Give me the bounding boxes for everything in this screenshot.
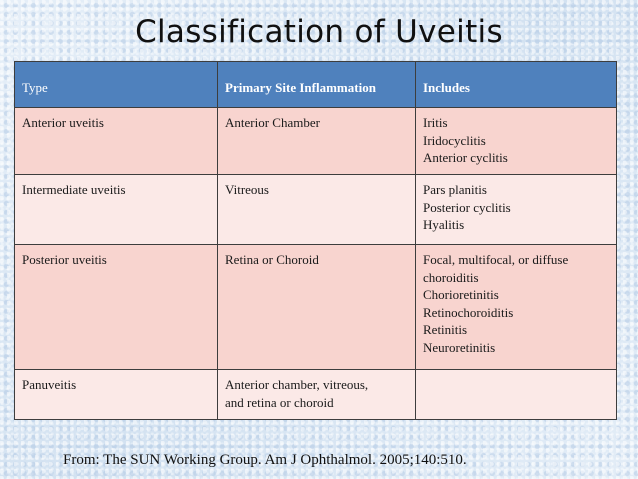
includes-line: choroiditis (423, 269, 479, 285)
cell-includes (416, 370, 617, 420)
table-row (15, 245, 617, 370)
includes-line: Pars planitis (423, 182, 487, 197)
site-line: Anterior chamber, vitreous, (225, 377, 369, 392)
header-primary-site: Primary Site Inflammation (218, 62, 416, 108)
site-line: and retina or choroid (225, 394, 334, 410)
includes-line: Chorioretinitis (423, 287, 499, 302)
cell-includes (416, 245, 617, 370)
includes-line: Retinochoroiditis (423, 304, 514, 320)
site-line: Anterior Chamber (225, 115, 320, 130)
includes-line: Iridocyclitis (423, 132, 486, 148)
includes-line: Focal, multifocal, or diffuse (423, 252, 569, 267)
cell-includes (416, 108, 617, 175)
slide-title: Classification of Uveitis (135, 14, 503, 50)
site-line: Vitreous (225, 182, 269, 197)
table-row (15, 370, 617, 420)
cell-type: Intermediate uveitis (15, 175, 218, 245)
cell-type: Anterior uveitis (15, 108, 218, 175)
includes-line: Posterior cyclitis (423, 199, 511, 215)
cell-site (218, 175, 416, 245)
uveitis-classification-table (14, 61, 617, 420)
includes-line: Hyalitis (423, 217, 465, 232)
table-header-row (15, 62, 617, 108)
cell-type: Panuveitis (15, 370, 218, 420)
table-row (15, 108, 617, 175)
header-includes: Includes (416, 62, 617, 108)
cell-site (218, 370, 416, 420)
cell-type: Posterior uveitis (15, 245, 218, 370)
cell-includes (416, 175, 617, 245)
cell-site (218, 245, 416, 370)
includes-line: Iritis (423, 115, 448, 130)
site-line: Retina or Choroid (225, 252, 319, 267)
header-type: Type (15, 62, 218, 108)
includes-line: Anterior cyclitis (423, 150, 508, 165)
cell-site (218, 108, 416, 175)
source-citation: From: The SUN Working Group. Am J Ophthalmol. 2005;140:510. (63, 452, 467, 468)
includes-line: Neuroretinitis (423, 339, 496, 355)
table-row (15, 175, 617, 245)
includes-line: Retinitis (423, 322, 468, 337)
